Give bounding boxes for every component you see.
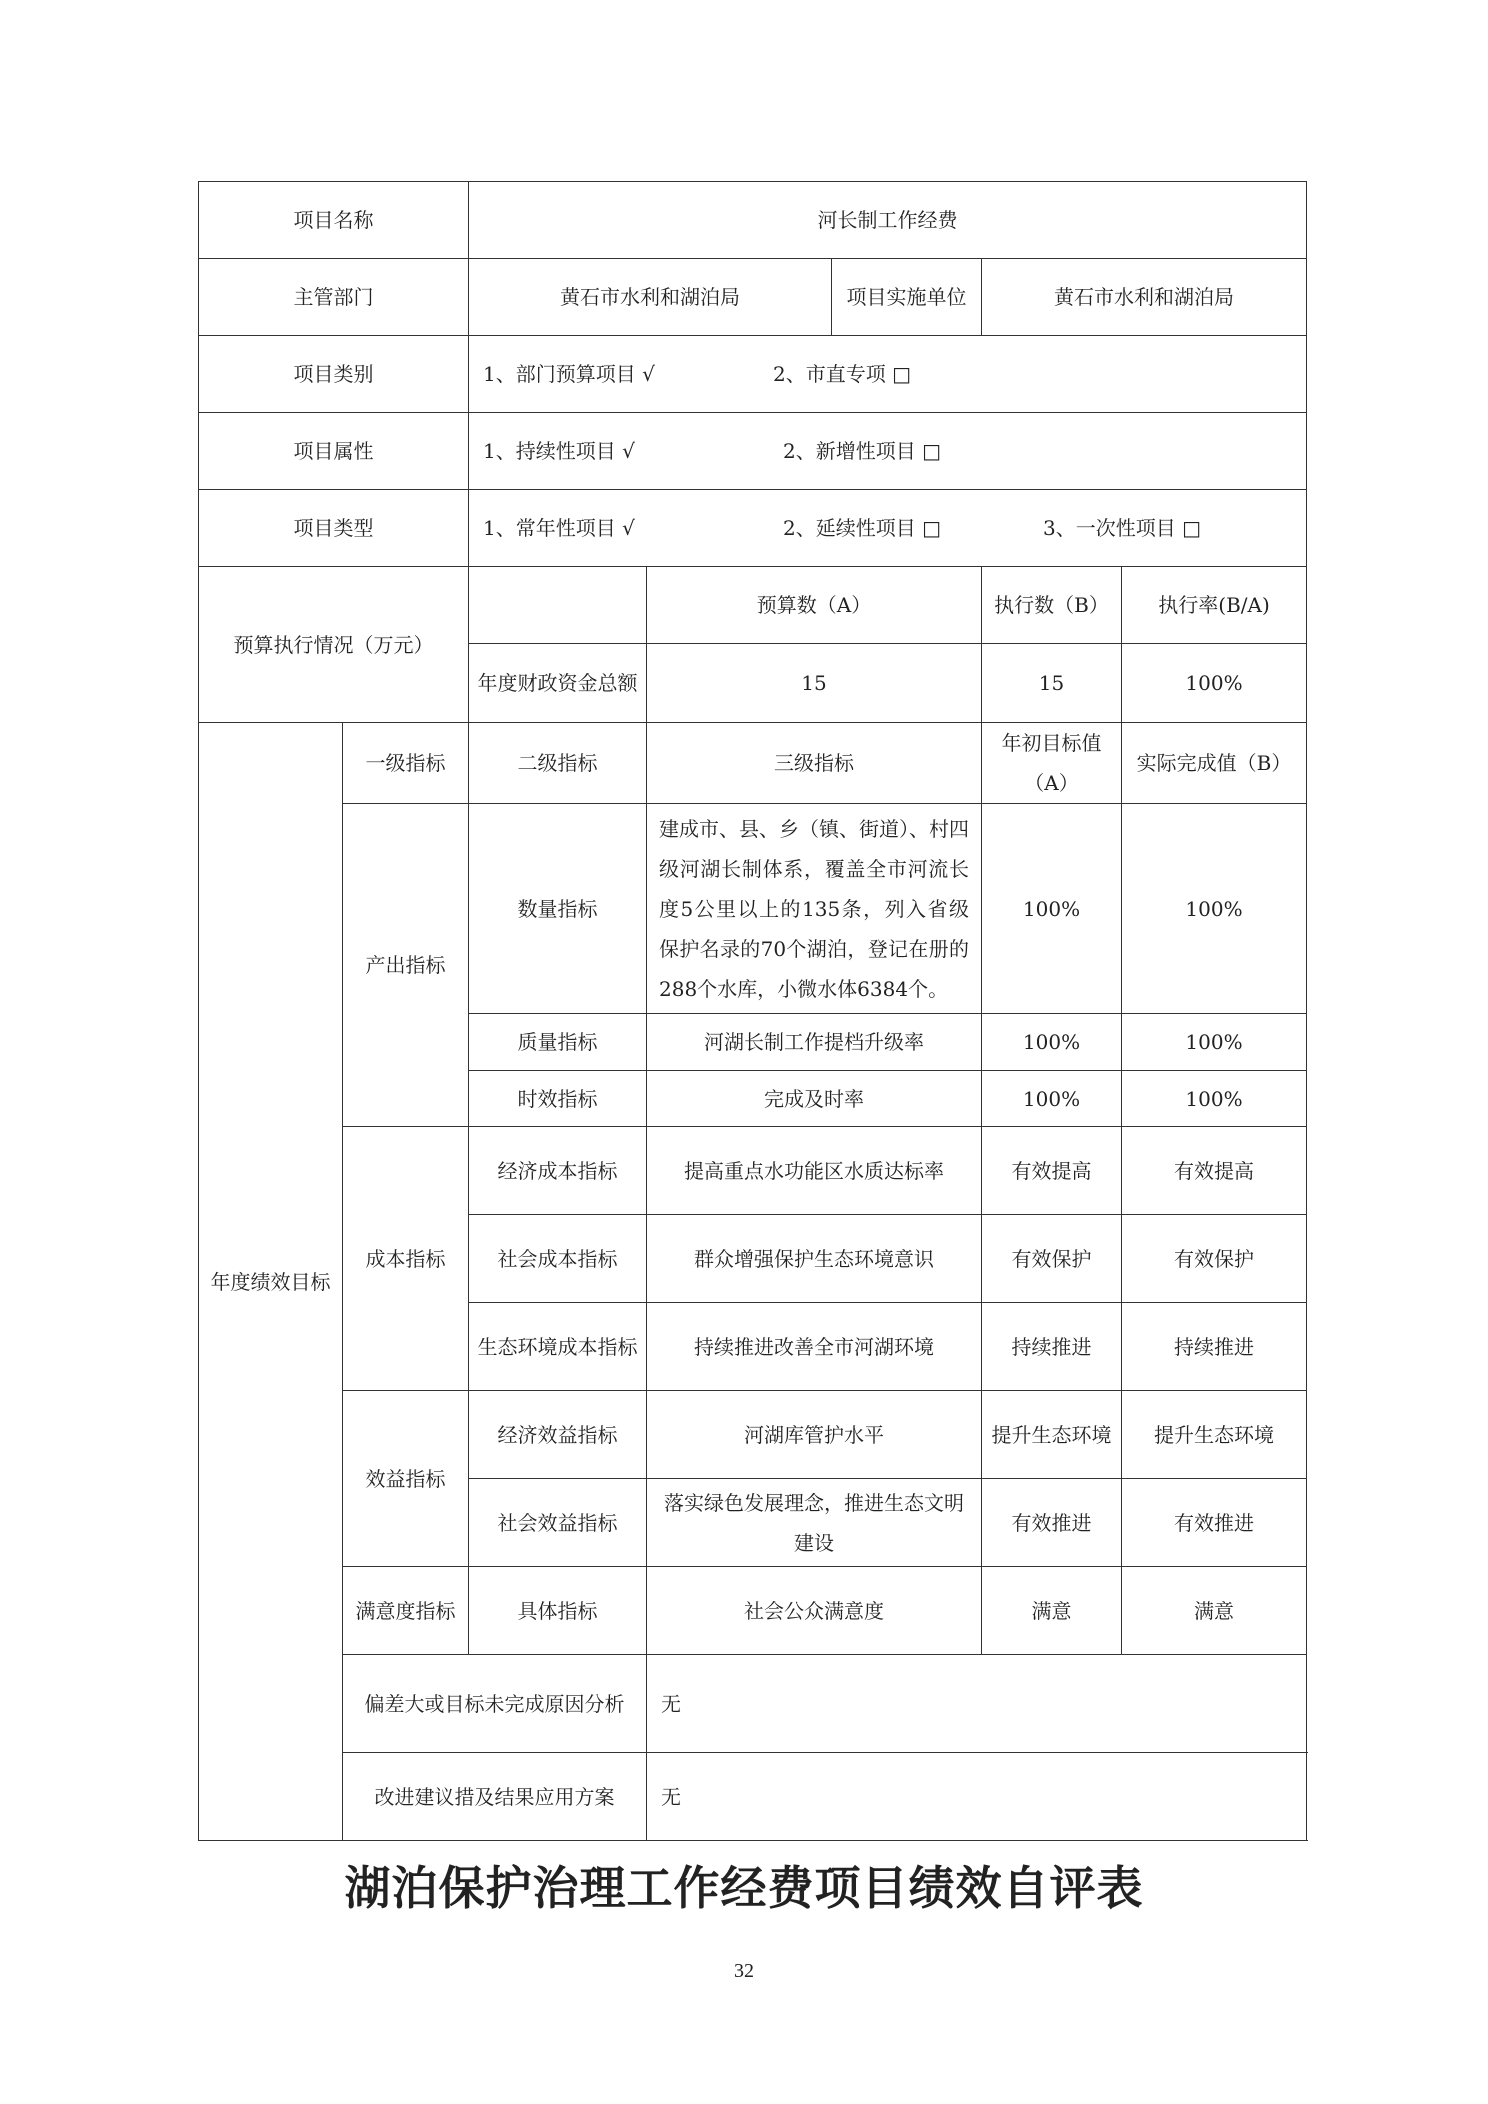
indicator-l2: 社会成本指标 — [469, 1215, 647, 1303]
table-row — [199, 1567, 1307, 1655]
indicator-actual: 100% — [1122, 804, 1307, 1014]
row-department — [199, 259, 1307, 336]
type-option-3: 3、一次性项目 □ — [1043, 516, 1201, 540]
budget-col-rate: 执行率(B/A) — [1122, 567, 1307, 644]
type-option-2: 2、延续性项目 □ — [783, 516, 941, 540]
indicator-l3: 河湖长制工作提档升级率 — [647, 1014, 982, 1071]
type-label: 项目类型 — [199, 490, 469, 567]
row-category — [199, 336, 1307, 413]
indicator-l3: 落实绿色发展理念，推进生态文明建设 — [647, 1479, 982, 1567]
row-deviation — [199, 1655, 1307, 1753]
indicator-l2: 具体指标 — [469, 1567, 647, 1655]
deviation-label: 偏差大或目标未完成原因分析 — [343, 1655, 647, 1753]
budget-label: 预算执行情况（万元） — [199, 567, 469, 723]
table-row — [199, 1127, 1307, 1215]
perf-h4: 年初目标值（A） — [982, 723, 1122, 804]
type-options — [469, 490, 1307, 567]
indicator-l3: 社会公众满意度 — [647, 1567, 982, 1655]
indicator-target: 100% — [982, 1071, 1122, 1127]
performance-evaluation-table — [198, 181, 1307, 1841]
indicator-target: 提升生态环境 — [982, 1391, 1122, 1479]
perf-h5: 实际完成值（B） — [1122, 723, 1307, 804]
indicator-l3: 完成及时率 — [647, 1071, 982, 1127]
indicator-target: 有效推进 — [982, 1479, 1122, 1567]
indicator-target: 100% — [982, 804, 1122, 1014]
table-row — [199, 804, 1307, 1014]
type-option-1: 1、常年性项目 √ — [483, 516, 635, 540]
budget-value-a: 15 — [647, 644, 982, 723]
cost-label: 成本指标 — [343, 1127, 469, 1391]
indicator-l2: 质量指标 — [469, 1014, 647, 1071]
category-label: 项目类别 — [199, 336, 469, 413]
indicator-target: 有效保护 — [982, 1215, 1122, 1303]
indicator-l2: 经济效益指标 — [469, 1391, 647, 1479]
row-attribute — [199, 413, 1307, 490]
indicator-actual: 提升生态环境 — [1122, 1391, 1307, 1479]
perf-h3: 三级指标 — [647, 723, 982, 804]
improvement-label: 改进建议措及结果应用方案 — [343, 1753, 647, 1841]
impl-unit-value: 黄石市水利和湖泊局 — [982, 259, 1307, 336]
attribute-label: 项目属性 — [199, 413, 469, 490]
indicator-target: 持续推进 — [982, 1303, 1122, 1391]
project-name-label: 项目名称 — [199, 182, 469, 259]
budget-value-b: 15 — [982, 644, 1122, 723]
row-budget-header — [199, 567, 1307, 644]
category-option-1: 1、部门预算项目 √ — [483, 362, 655, 386]
page-number: 32 — [734, 1960, 754, 1982]
indicator-l3: 河湖库管护水平 — [647, 1391, 982, 1479]
row-type — [199, 490, 1307, 567]
indicator-l3: 持续推进改善全市河湖环境 — [647, 1303, 982, 1391]
indicator-actual: 100% — [1122, 1014, 1307, 1071]
department-label: 主管部门 — [199, 259, 469, 336]
indicator-actual: 100% — [1122, 1071, 1307, 1127]
table-row — [199, 1391, 1307, 1479]
benefit-label: 效益指标 — [343, 1391, 469, 1567]
indicator-target: 有效提高 — [982, 1127, 1122, 1215]
project-name-value: 河长制工作经费 — [469, 182, 1307, 259]
budget-value-rate: 100% — [1122, 644, 1307, 723]
budget-row-label: 年度财政资金总额 — [469, 644, 647, 723]
indicator-actual: 有效保护 — [1122, 1215, 1307, 1303]
row-improvement — [199, 1753, 1307, 1841]
indicator-l2: 时效指标 — [469, 1071, 647, 1127]
attribute-option-1: 1、持续性项目 √ — [483, 439, 635, 463]
indicator-l2: 生态环境成本指标 — [469, 1303, 647, 1391]
department-value: 黄石市水利和湖泊局 — [469, 259, 832, 336]
impl-unit-label: 项目实施单位 — [832, 259, 982, 336]
budget-empty-cell — [469, 567, 647, 644]
row-perf-header — [199, 723, 1307, 804]
perf-h1: 一级指标 — [343, 723, 469, 804]
indicator-target: 满意 — [982, 1567, 1122, 1655]
indicator-actual: 有效提高 — [1122, 1127, 1307, 1215]
indicator-l3: 群众增强保护生态环境意识 — [647, 1215, 982, 1303]
next-table-title: 湖泊保护治理工作经费项目绩效自评表 — [344, 1861, 1144, 1915]
indicator-l2: 社会效益指标 — [469, 1479, 647, 1567]
perf-h2: 二级指标 — [469, 723, 647, 804]
indicator-target: 100% — [982, 1014, 1122, 1071]
indicator-actual: 满意 — [1122, 1567, 1307, 1655]
improvement-value: 无 — [647, 1753, 1307, 1841]
indicator-actual: 有效推进 — [1122, 1479, 1307, 1567]
budget-col-b: 执行数（B） — [982, 567, 1122, 644]
indicator-l3: 提高重点水功能区水质达标率 — [647, 1127, 982, 1215]
row-project-name — [199, 182, 1307, 259]
satisfaction-label: 满意度指标 — [343, 1567, 469, 1655]
budget-col-a: 预算数（A） — [647, 567, 982, 644]
attribute-option-2: 2、新增性项目 □ — [783, 439, 941, 463]
indicator-actual: 持续推进 — [1122, 1303, 1307, 1391]
category-options — [469, 336, 1307, 413]
perf-label: 年度绩效目标 — [199, 723, 343, 1841]
indicator-l2: 数量指标 — [469, 804, 647, 1014]
indicator-l3: 建成市、县、乡（镇、街道）、村四级河湖长制体系，覆盖全市河流长度5公里以上的135条，列入省级保护名录的70个湖泊，登记在册的288个水库，小微水体6384个。 — [647, 804, 982, 1014]
deviation-value: 无 — [647, 1655, 1307, 1753]
indicator-l2: 经济成本指标 — [469, 1127, 647, 1215]
output-label: 产出指标 — [343, 804, 469, 1127]
category-option-2: 2、市直专项 □ — [773, 362, 911, 386]
attribute-options — [469, 413, 1307, 490]
